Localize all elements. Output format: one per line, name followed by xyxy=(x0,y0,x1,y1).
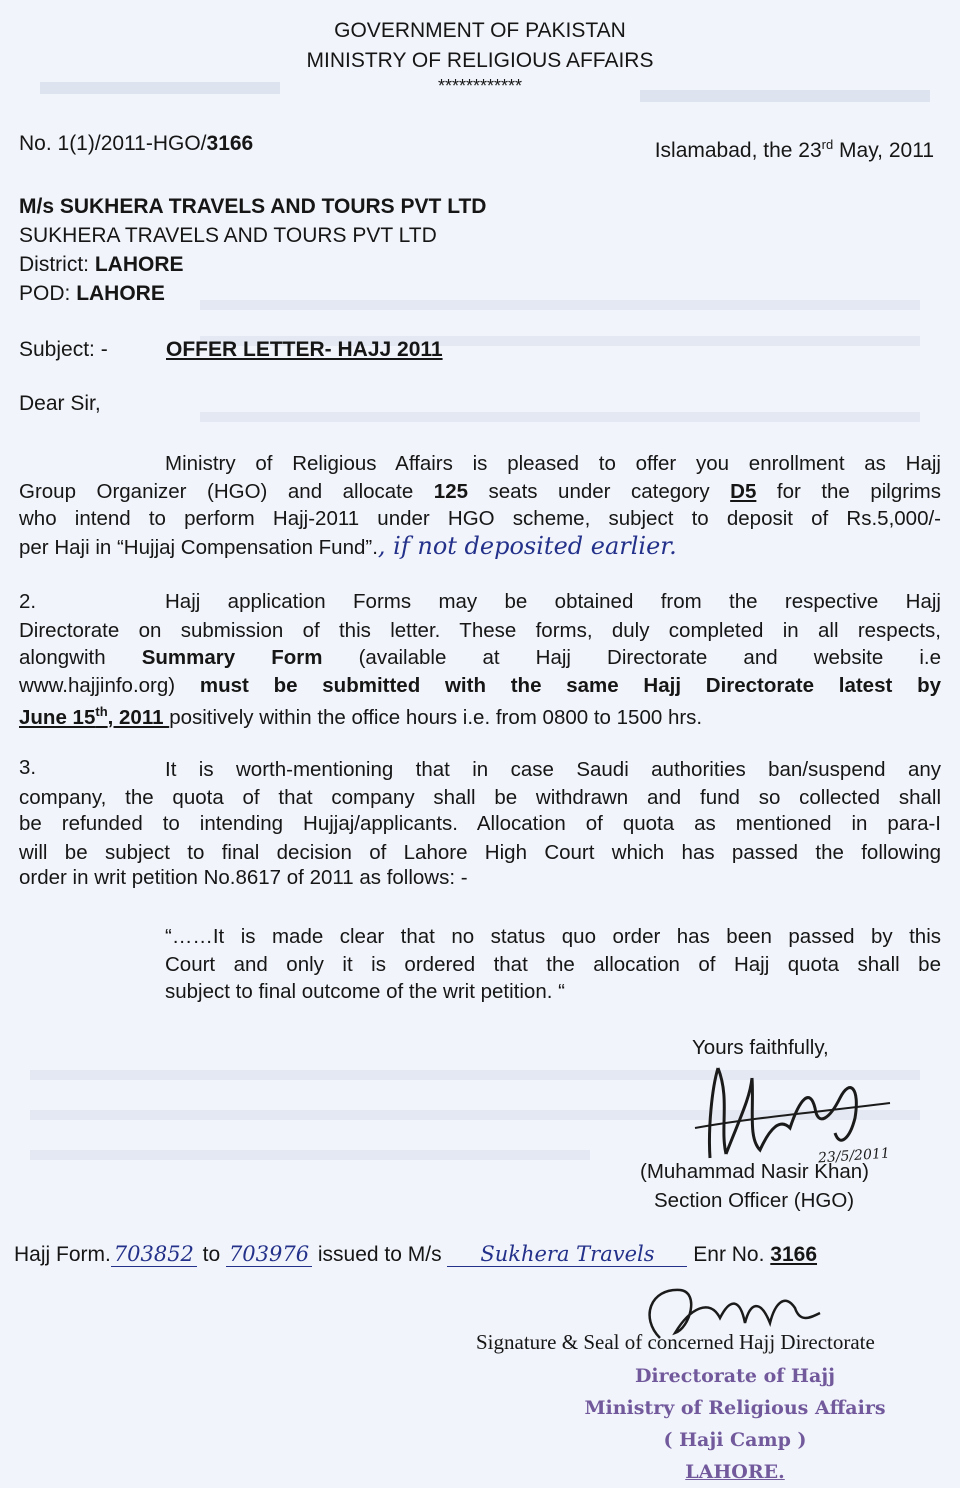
addressee-pod: POD: LAHORE xyxy=(19,282,165,305)
place-date: Islamabad, the 23rd May, 2011 xyxy=(654,137,934,162)
officer-name: (Muhammad Nasir Khan) xyxy=(640,1160,869,1183)
addressee-line-2: SUKHERA TRAVELS AND TOURS PVT LTD xyxy=(19,224,437,247)
hajj-form-issue-line: Hajj Form. 703852 to 703976 issued to M/s Sukhera Travels Enr No. 3166 xyxy=(14,1242,818,1266)
subject-text: OFFER LETTER- HAJJ 2011 xyxy=(166,338,443,361)
addressee-block xyxy=(19,192,486,308)
salutation: Dear Sir, xyxy=(19,392,101,415)
signature-date: 23/5/2011 xyxy=(817,1145,891,1167)
subject-label: Subject: - xyxy=(19,338,108,361)
para3-line-3: be refunded to intending Hujjaj/applicants. Allocation of quota as mentioned in para-I xyxy=(19,812,941,835)
para3-line-1: It is worth-mentioning that in case Saudi authorities ban/suspend any xyxy=(165,758,941,781)
addressee-name: M/s SUKHERA TRAVELS AND TOURS PVT LTD xyxy=(19,195,487,218)
para1-line-2: Group Organizer (HGO) and allocate 125 seats under category D5 for the pilgrims xyxy=(19,480,941,503)
para1-line-3: who intend to perform Hajj-2011 under HGO scheme, subject to deposit of Rs.5,000/- xyxy=(19,507,941,530)
para3-line-4: will be subject to final decision of Lahore High Court which has passed the following xyxy=(19,841,941,864)
para2-line-3: alongwith Summary Form (available at Hajj Directorate and website i.e xyxy=(19,646,941,669)
directorate-signature-label: Signature & Seal of concerned Hajj Directorate xyxy=(476,1330,875,1354)
letterhead-line-2: MINISTRY OF RELIGIOUS AFFAIRS xyxy=(306,49,654,72)
addressee-district: District: LAHORE xyxy=(19,253,184,276)
reference-number: No. 1(1)/2011-HGO/3166 xyxy=(19,132,254,155)
form-number-from: 703852 xyxy=(111,1242,197,1267)
para2-line-4: www.hajjinfo.org) must be submitted with the same Hajj Directorate latest by xyxy=(19,674,941,697)
para2-line-1: Hajj application Forms may be obtained from the respective Hajj xyxy=(165,590,941,613)
para3-line-5: order in writ petition No.8617 of 2011 as follows: - xyxy=(19,866,468,889)
para3-line-2: company, the quota of that company shall be withdrawn and fund so collected shall xyxy=(19,786,941,809)
quote-line-1: “……It is made clear that no status quo order has been passed by this xyxy=(165,925,941,948)
enrollment-number: 3166 xyxy=(770,1243,818,1266)
letterhead-stars: ************ xyxy=(437,76,523,96)
para3-number: 3. xyxy=(19,756,37,779)
para1-line-4: per Haji in “Hujjaj Compensation Fund”., if not deposited earlier. xyxy=(19,532,677,560)
yours-faithfully: Yours faithfully, xyxy=(692,1036,829,1059)
para2-number: 2. xyxy=(19,590,37,613)
para2-line-2: Directorate on submission of this letter. These forms, duly completed in all respects, xyxy=(19,619,941,642)
issued-company: Sukhera Travels xyxy=(447,1242,687,1267)
quote-line-2: Court and only it is ordered that the allocation of Hajj quota shall be xyxy=(165,953,941,976)
letterhead-line-1: GOVERNMENT OF PAKISTAN xyxy=(334,19,626,42)
officer-title: Section Officer (HGO) xyxy=(654,1189,855,1212)
para2-line-5: June 15th, 2011 positively within the office hours i.e. from 0800 to 1500 hrs. xyxy=(19,704,703,729)
directorate-seal: Directorate of Hajj Ministry of Religious Affairs ( Haji Camp ) LAHORE. xyxy=(584,1365,886,1483)
form-number-to: 703976 xyxy=(226,1242,312,1267)
quote-line-3: subject to final outcome of the writ petition. “ xyxy=(165,980,565,1003)
para1-line-1: Ministry of Religious Affairs is pleased to offer you enrollment as Hajj xyxy=(165,452,941,475)
letterhead xyxy=(0,16,960,96)
handwritten-note: , if not deposited earlier. xyxy=(377,532,677,560)
